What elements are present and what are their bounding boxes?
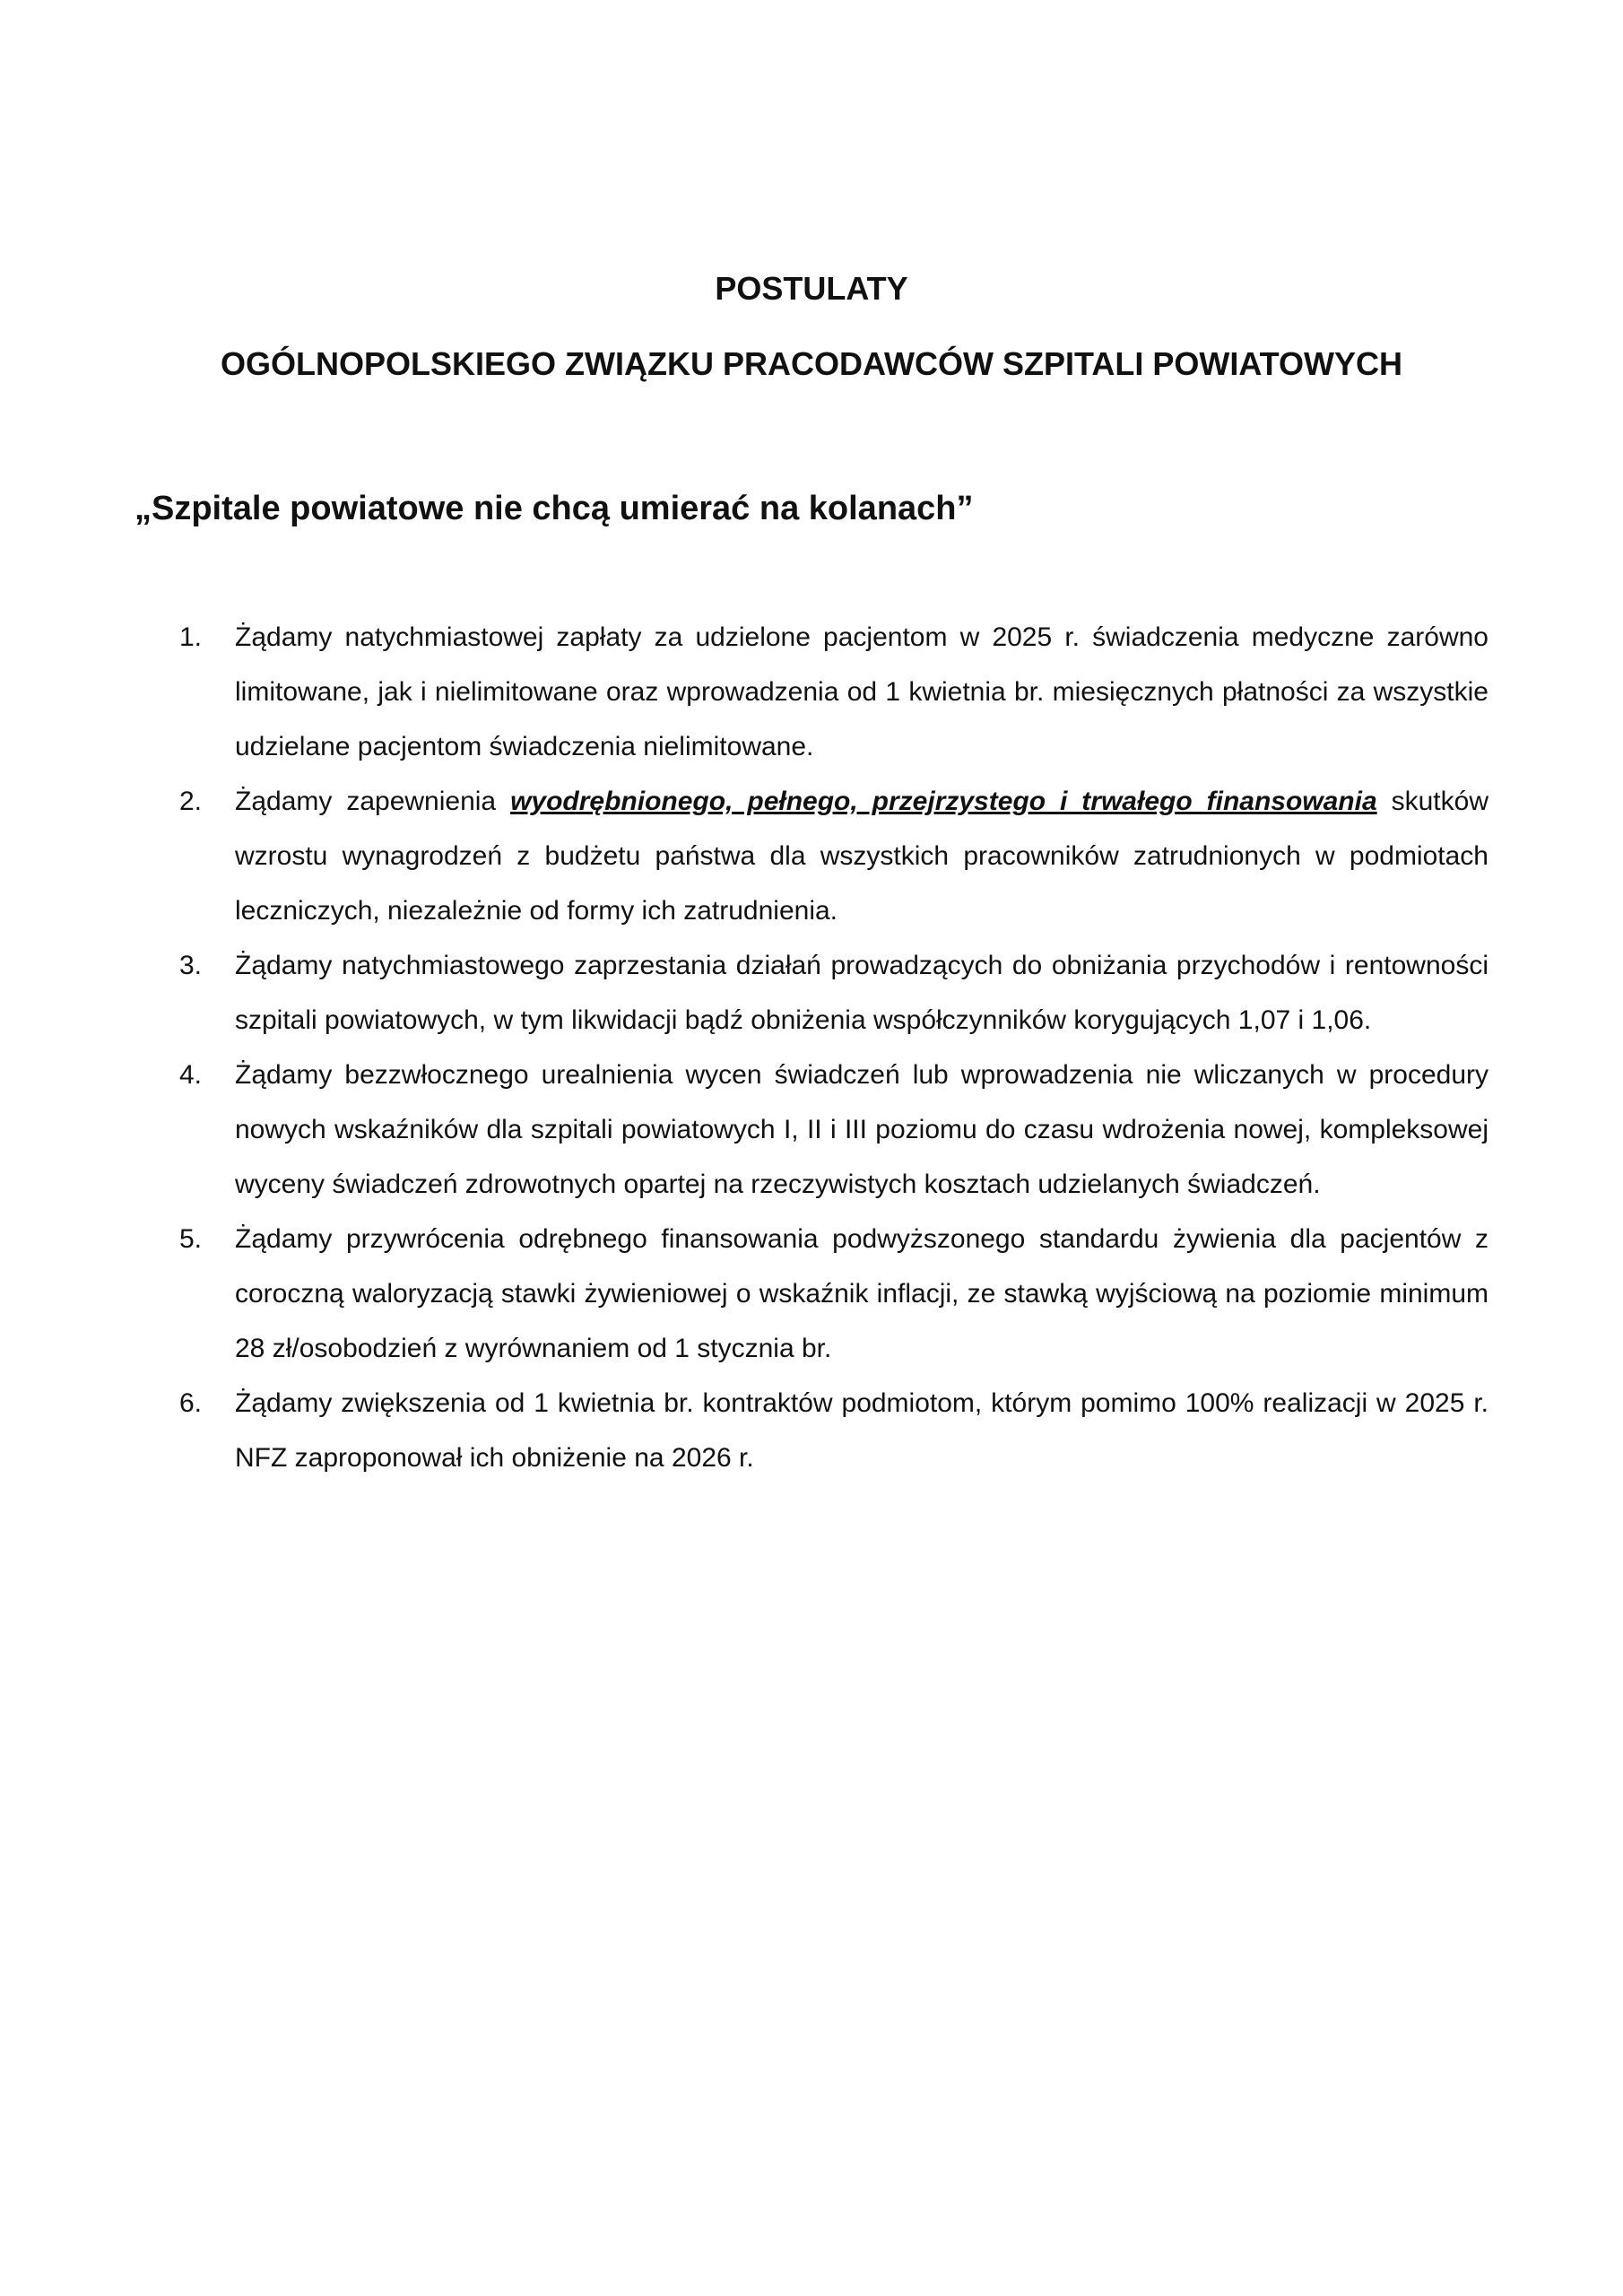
- postulate-item-3: [179, 938, 1488, 1048]
- postulate-number: 2.: [179, 787, 203, 816]
- postulate-emphasis: wyodrębnionego, pełnego, przejrzystego i trwałego finansowania: [510, 787, 1377, 816]
- postulate-text: [235, 774, 1488, 938]
- postulate-text-end: skutków wzrostu wynagrodzeń z budżetu państwa dla wszystkich pracowników zatrudnionych w podmiotach leczniczych, niezależnie od formy ich zatrudnienia.: [235, 787, 1488, 926]
- postulate-number: 5.: [179, 1224, 203, 1254]
- document-organization-title: OGÓLNOPOLSKIEGO ZWIĄZKU PRACODAWCÓW SZPITALI POWIATOWYCH: [221, 345, 1402, 382]
- postulate-item-1: [179, 610, 1488, 774]
- document-title: POSTULATY: [715, 270, 908, 307]
- postulate-item-5: [179, 1212, 1488, 1376]
- postulate-text-start: Żądamy zapewnienia: [235, 787, 511, 816]
- document-slogan: „Szpitale powiatowe nie chcą umierać na kolanach”: [135, 490, 974, 527]
- postulate-text: Żądamy bezzwłocznego urealnienia wycen świadczeń lub wprowadzenia nie wliczanych w procedury nowych wskaźników dla szpitali powiatowych I, II i III poziomu do czasu wdrożenia nowej, kompleksowej wyceny świadczeń zdrowotnych opartej na rzeczywistych kosztach udzielanych świadczeń.: [235, 1060, 1488, 1199]
- postulate-text: Żądamy zwiększenia od 1 kwietnia br. kontraktów podmiotom, którym pomimo 100% realizacji w 2025 r. NFZ zaproponował ich obniżenie na 2026 r.: [235, 1388, 1488, 1473]
- postulates-list: [179, 610, 1488, 1485]
- postulate-number: 3.: [179, 951, 203, 980]
- postulate-text: Żądamy przywrócenia odrębnego finansowania podwyższonego standardu żywienia dla pacjentów z coroczną waloryzacją stawki żywieniowej o wskaźnik inflacji, ze stawką wyjściową na poziomie minimum 28 zł/osobodzień z wyrównaniem od 1 stycznia br.: [235, 1224, 1488, 1363]
- postulate-text: Żądamy natychmiastowego zaprzestania działań prowadzących do obniżania przychodów i rentowności szpitali powiatowych, w tym likwidacji bądź obniżenia współczynników korygujących 1,07 i 1,06.: [235, 951, 1488, 1035]
- postulate-number: 4.: [179, 1060, 203, 1090]
- postulate-number: 1.: [179, 622, 203, 652]
- postulate-text: Żądamy natychmiastowej zapłaty za udzielone pacjentom w 2025 r. świadczenia medyczne zarówno limitowane, jak i nielimitowane oraz wprowadzenia od 1 kwietnia br. miesięcznych płatności za wszystkie udzielane pacjentom świadczenia nielimitowane.: [235, 622, 1488, 761]
- postulate-number: 6.: [179, 1388, 203, 1418]
- postulate-item-4: [179, 1048, 1488, 1212]
- postulate-item-6: [179, 1376, 1488, 1485]
- postulate-item-2: [179, 774, 1488, 938]
